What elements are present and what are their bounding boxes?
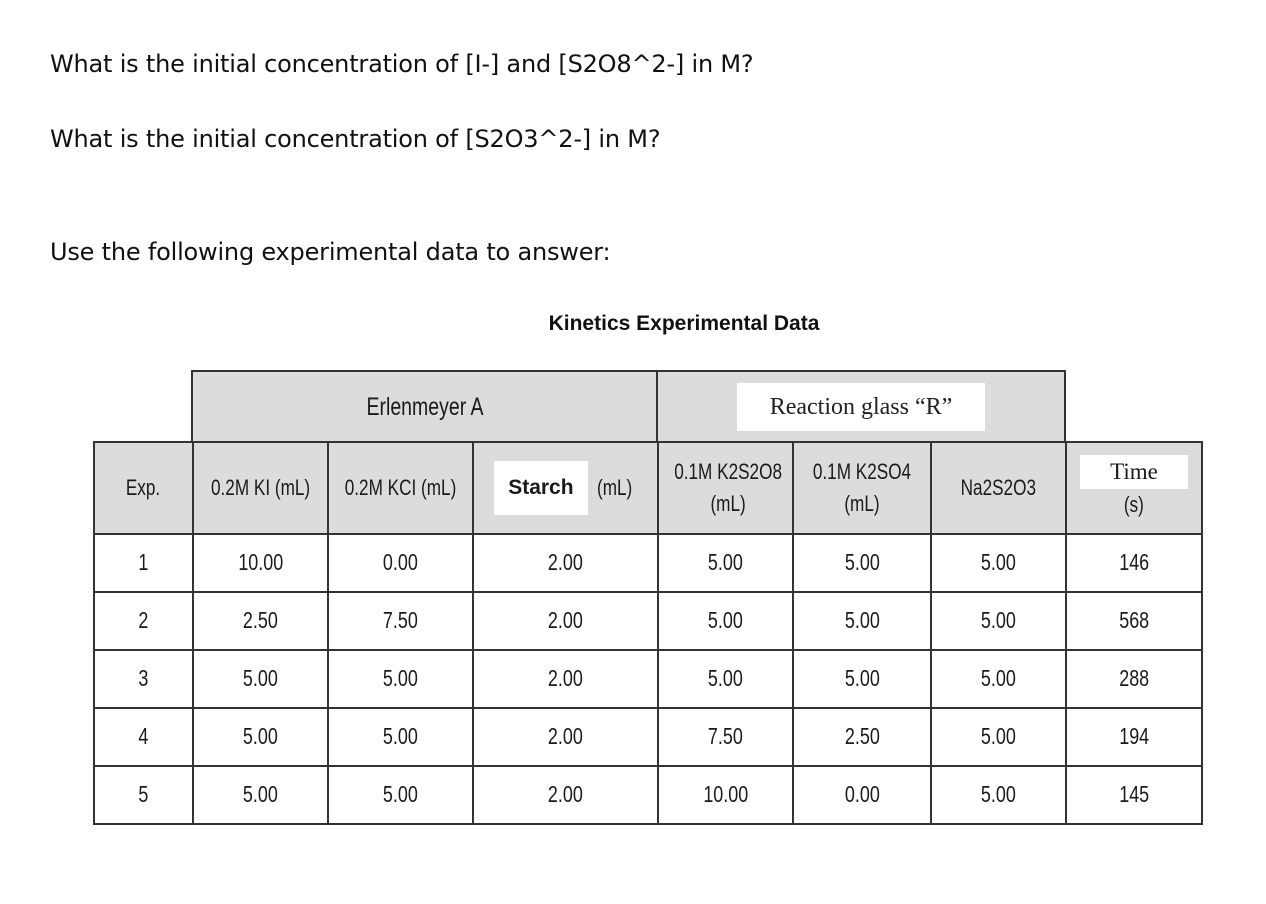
table-header-row — [94, 442, 1202, 534]
cell-na2s2o3-value: 5.00 — [981, 549, 1016, 576]
cell-kcl — [328, 708, 473, 766]
cell-starch-value: 2.00 — [548, 607, 583, 634]
cell-starch — [473, 708, 658, 766]
cell-kcl-value: 7.50 — [383, 607, 418, 634]
header-k2so4 — [793, 442, 931, 534]
cell-exp — [94, 534, 193, 592]
cell-starch — [473, 650, 658, 708]
table-row — [94, 708, 1202, 766]
cell-kcl-value: 5.00 — [383, 781, 418, 808]
group-label-reaction-glass: Reaction glass “R” — [737, 383, 985, 431]
cell-time-value: 568 — [1119, 607, 1149, 634]
group-header-reaction-glass — [656, 370, 1066, 444]
cell-k2s2o8-value: 5.00 — [708, 607, 743, 634]
cell-kcl-value: 0.00 — [383, 549, 418, 576]
cell-k2so4-value: 2.50 — [844, 723, 880, 750]
cell-ki-value: 2.50 — [243, 607, 278, 634]
cell-na2s2o3 — [931, 708, 1066, 766]
cell-starch-value: 2.00 — [548, 723, 583, 750]
cell-k2so4-value: 5.00 — [844, 607, 880, 634]
cell-k2so4-value: 5.00 — [844, 665, 880, 692]
header-time-unit: (s) — [1123, 492, 1145, 518]
cell-time-value: 146 — [1119, 549, 1149, 576]
cell-starch-value: 2.00 — [548, 781, 583, 808]
group-header-erlenmeyer — [191, 370, 658, 444]
header-k2s2o8-line2: (mL) — [710, 491, 746, 516]
cell-k2so4 — [793, 766, 931, 824]
header-starch-label: Starch — [494, 461, 587, 515]
cell-exp — [94, 766, 193, 824]
header-time-label: Time — [1080, 455, 1188, 489]
cell-k2s2o8 — [658, 708, 793, 766]
cell-na2s2o3 — [931, 650, 1066, 708]
cell-na2s2o3-value: 5.00 — [981, 607, 1016, 634]
cell-k2s2o8 — [658, 650, 793, 708]
cell-k2so4 — [793, 650, 931, 708]
cell-exp-value: 1 — [138, 549, 149, 576]
group-label-erlenmeyer: Erlenmeyer A — [366, 392, 485, 421]
cell-k2s2o8-value: 10.00 — [703, 781, 748, 808]
cell-na2s2o3 — [931, 592, 1066, 650]
header-kcl-label: 0.2M KCI (mL) — [344, 475, 457, 501]
cell-time — [1066, 592, 1202, 650]
cell-starch — [473, 534, 658, 592]
cell-exp-value: 3 — [138, 665, 149, 692]
cell-time-value: 145 — [1119, 781, 1149, 808]
header-ki-label: 0.2M KI (mL) — [210, 475, 311, 501]
cell-kcl — [328, 650, 473, 708]
cell-k2so4 — [793, 534, 931, 592]
cell-k2so4-value: 0.00 — [844, 781, 880, 808]
cell-k2s2o8-value: 5.00 — [708, 549, 743, 576]
cell-time-value: 194 — [1119, 723, 1149, 750]
cell-k2s2o8-value: 7.50 — [708, 723, 743, 750]
cell-time-value: 288 — [1119, 665, 1149, 692]
cell-starch-value: 2.00 — [548, 665, 583, 692]
cell-na2s2o3-value: 5.00 — [981, 781, 1016, 808]
header-na2s2o3 — [931, 442, 1066, 534]
question-initial-thiosulfate: What is the initial concentration of [S2O3^2-] in M? — [50, 125, 661, 153]
cell-na2s2o3 — [931, 534, 1066, 592]
cell-ki — [193, 592, 328, 650]
cell-k2s2o8-value: 5.00 — [708, 665, 743, 692]
cell-exp-value: 4 — [138, 723, 149, 750]
cell-ki-value: 5.00 — [243, 723, 278, 750]
cell-starch — [473, 592, 658, 650]
cell-time — [1066, 766, 1202, 824]
cell-k2s2o8 — [658, 766, 793, 824]
cell-ki — [193, 650, 328, 708]
header-k2so4-label — [813, 456, 911, 520]
header-na2s2o3-label: Na2S2O3 — [960, 475, 1037, 501]
cell-exp-value: 5 — [138, 781, 149, 808]
cell-ki-value: 10.00 — [238, 549, 283, 576]
cell-k2s2o8 — [658, 592, 793, 650]
cell-exp — [94, 650, 193, 708]
cell-na2s2o3-value: 5.00 — [981, 723, 1016, 750]
instruction-use-data: Use the following experimental data to answer: — [50, 238, 611, 266]
table-row — [94, 650, 1202, 708]
header-exp — [94, 442, 193, 534]
cell-kcl — [328, 766, 473, 824]
cell-kcl — [328, 592, 473, 650]
table-row — [94, 592, 1202, 650]
header-k2so4-line1: 0.1M K2SO4 — [812, 459, 912, 485]
kinetics-data-table — [93, 441, 1203, 825]
cell-kcl-value: 5.00 — [383, 723, 418, 750]
cell-k2s2o8 — [658, 534, 793, 592]
table-row — [94, 534, 1202, 592]
cell-starch — [473, 766, 658, 824]
cell-ki — [193, 708, 328, 766]
table-row — [94, 766, 1202, 824]
header-k2s2o8-line1: 0.1M K2S2O8 — [674, 459, 782, 485]
cell-k2so4-value: 5.00 — [844, 549, 880, 576]
header-starch-unit: (mL) — [596, 475, 632, 501]
cell-kcl-value: 5.00 — [383, 665, 418, 692]
cell-kcl — [328, 534, 473, 592]
header-k2s2o8 — [658, 442, 793, 534]
header-kcl — [328, 442, 473, 534]
cell-ki — [193, 766, 328, 824]
header-time — [1066, 442, 1202, 534]
table-title: Kinetics Experimental Data — [548, 312, 820, 335]
cell-starch-value: 2.00 — [548, 549, 583, 576]
question-initial-iodide-persulfate: What is the initial concentration of [I-] and [S2O8^2-] in M? — [50, 50, 754, 78]
cell-ki-value: 5.00 — [243, 665, 278, 692]
cell-exp — [94, 708, 193, 766]
header-starch — [473, 442, 658, 534]
cell-k2so4 — [793, 592, 931, 650]
cell-time — [1066, 650, 1202, 708]
cell-na2s2o3 — [931, 766, 1066, 824]
cell-time — [1066, 708, 1202, 766]
header-exp-label: Exp. — [126, 475, 161, 501]
cell-k2so4 — [793, 708, 931, 766]
cell-time — [1066, 534, 1202, 592]
cell-ki-value: 5.00 — [243, 781, 278, 808]
header-k2s2o8-label — [674, 456, 782, 520]
cell-na2s2o3-value: 5.00 — [981, 665, 1016, 692]
cell-exp — [94, 592, 193, 650]
header-ki — [193, 442, 328, 534]
cell-ki — [193, 534, 328, 592]
header-k2so4-line2: (mL) — [844, 491, 880, 516]
cell-exp-value: 2 — [138, 607, 149, 634]
